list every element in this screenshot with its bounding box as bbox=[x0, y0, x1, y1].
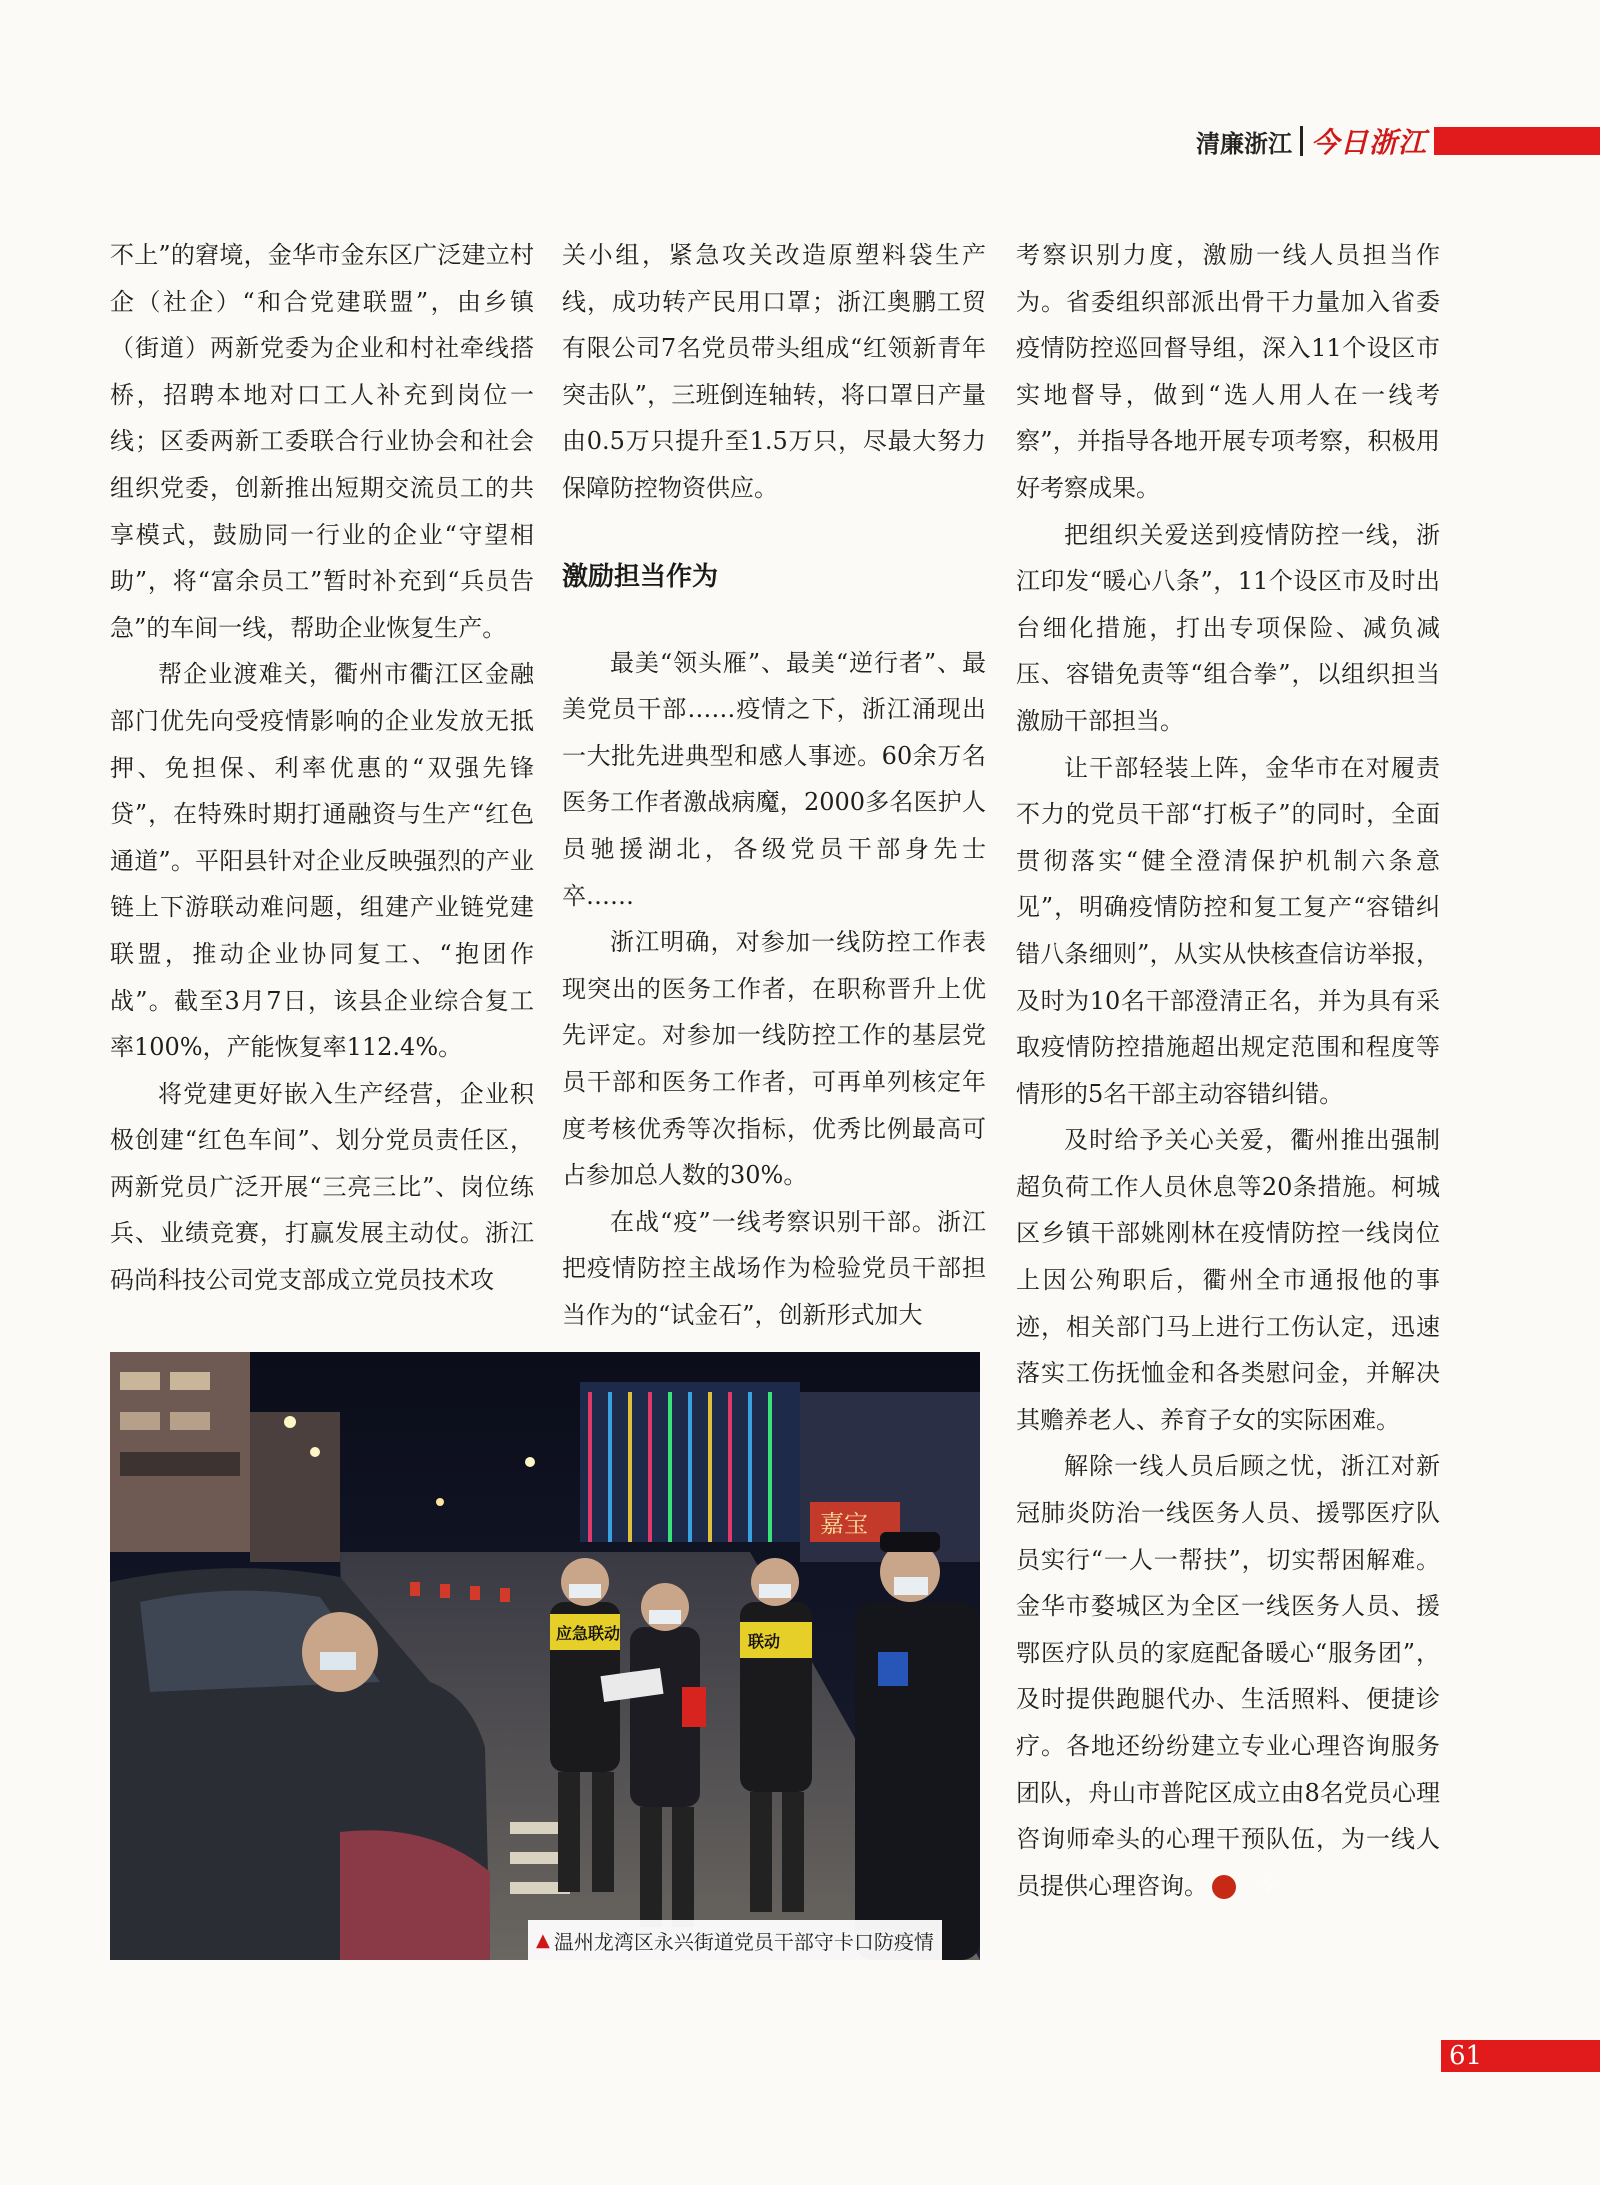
end-mark-icon: 今 bbox=[1212, 1875, 1236, 1899]
paragraph: 在战“疫”一线考察识别干部。浙江把疫情防控主战场作为检验党员干部担当作为的“试金石”，创新形式加大 bbox=[562, 1207, 986, 1329]
header-red-bar bbox=[1434, 127, 1600, 155]
column-2 bbox=[562, 232, 986, 1338]
page-number: 61 bbox=[1449, 2041, 1483, 2071]
column-1 bbox=[110, 232, 534, 1304]
vest-label: 联动 bbox=[748, 1632, 781, 1651]
photo-caption bbox=[528, 1920, 942, 1960]
paragraph: 及时给予关心关爱，衢州推出强制超负荷工作人员休息等20条措施。柯城区乡镇干部姚刚林在疫情防控一线岗位上因公殉职后，衢州全市通报他的事迹，相关部门马上进行工伤认定，迅速落实工伤抚恤金和各类慰问金，并解决其赡养老人、养育子女的实际困难。 bbox=[1016, 1126, 1440, 1434]
paragraph-text: 解除一线人员后顾之忧，浙江对新冠肺炎防治一线医务人员、援鄂医疗队员实行“一人一帮扶”，切实帮困解难。金华市婺城区为全区一线医务人员、援鄂医疗队员的家庭配备暖心“服务团”，及时提供跑腿代办、生活照料、便捷诊疗。各地还纷纷建立专业心理咨询服务团队，舟山市普陀区成立由8名党员心理咨询师牵头的心理干预队伍，为一线人员提供心理咨询。 bbox=[1016, 1452, 1440, 1900]
page-number-bar bbox=[1441, 2040, 1600, 2072]
paragraph: 将党建更好嵌入生产经营，企业积极创建“红色车间”、划分党员责任区，两新党员广泛开展“三亮三比”、岗位练兵、业绩竞赛，打赢发展主动仗。浙江码尚科技公司党支部成立党员技术攻 bbox=[110, 1079, 534, 1295]
paragraph: 浙江明确，对参加一线防控工作表现突出的医务工作者，在职称晋升上优先评定。对参加一线防控工作的基层党员干部和医务工作者，可再单列核定年度考核优秀等次指标，优秀比例最高可占参加总人数的30%。 bbox=[562, 928, 986, 1190]
paragraph: 不上”的窘境，金华市金东区广泛建立村企（社企）“和合党建联盟”，由乡镇（街道）两新党委为企业和村社牵线搭桥，招聘本地对口工人补充到岗位一线；区委两新工委联合行业协会和社会组织党委，创新推出短期交流员工的共享模式，鼓励同一行业的企业“守望相助”，将“富余员工”暂时补充到“兵员告急”的车间一线，帮助企业恢复生产。 bbox=[110, 241, 534, 642]
paragraph: 考察识别力度，激励一线人员担当作为。省委组织部派出骨干力量加入省委疫情防控巡回督导组，深入11个设区市实地督导，做到“选人用人在一线考察”，并指导各地开展专项考察，积极用好考察成果。 bbox=[1016, 241, 1440, 502]
paragraph: 关小组，紧急攻关改造原塑料袋生产线，成功转产民用口罩；浙江奥鹏工贸有限公司7名党员带头组成“红领新青年突击队”，三班倒连轴转，将口罩日产量由0.5万只提升至1.5万只，尽最大努力保障防控物资供应。 bbox=[562, 241, 986, 502]
section-title: 清廉浙江 bbox=[1196, 129, 1292, 158]
header-divider bbox=[1300, 126, 1303, 156]
paragraph: 把组织关爱送到疫情防控一线，浙江印发“暖心八条”，11个设区市及时出台细化措施，打出专项保险、减负减压、容错免责等“组合拳”，以组织担当激励干部担当。 bbox=[1016, 520, 1440, 735]
shop-sign: 嘉宝 bbox=[820, 1510, 868, 1538]
checkpoint-night-scene bbox=[110, 1352, 980, 1960]
column-3 bbox=[1016, 232, 1440, 1909]
paragraph bbox=[1016, 1443, 1440, 1909]
page-header bbox=[1196, 124, 1427, 158]
vest-label: 应急联动 bbox=[556, 1624, 621, 1643]
section-heading: 激励担当作为 bbox=[562, 561, 719, 592]
triangle-marker-icon: ▲ bbox=[536, 1929, 550, 1951]
magazine-logo: 今日浙江 bbox=[1311, 126, 1428, 159]
caption-text: 温州龙湾区永兴街道党员干部守卡口防疫情 bbox=[553, 1929, 934, 1954]
paragraph: 让干部轻装上阵，金华市在对履责不力的党员干部“打板子”的同时，全面贯彻落实“健全澄清保护机制六条意见”，明确疫情防控和复工复产“容错纠错八条细则”，从实从快核查信访举报，及时为10名干部澄清正名，并为具有采取疫情防控措施超出规定范围和程度等情形的5名干部主动容错纠错。 bbox=[1016, 753, 1440, 1108]
news-photo bbox=[110, 1352, 980, 1960]
paragraph: 最美“领头雁”、最美“逆行者”、最美党员干部……疫情之下，浙江涌现出一大批先进典型和感人事迹。60余万名医务工作者激战病魔，2000多名医护人员驰援湖北，各级党员干部身先士卒…… bbox=[562, 648, 986, 910]
paragraph: 帮企业渡难关，衢州市衢江区金融部门优先向受疫情影响的企业发放无抵押、免担保、利率优惠的“双强先锋贷”，在特殊时期打通融资与生产“红色通道”。平阳县针对企业反映强烈的产业链上下游联动难问题，组建产业链党建联盟，推动企业协同复工、“抱团作战”。截至3月7日，该县企业综合复工率100%，产能恢复率112.4%。 bbox=[110, 660, 534, 1062]
